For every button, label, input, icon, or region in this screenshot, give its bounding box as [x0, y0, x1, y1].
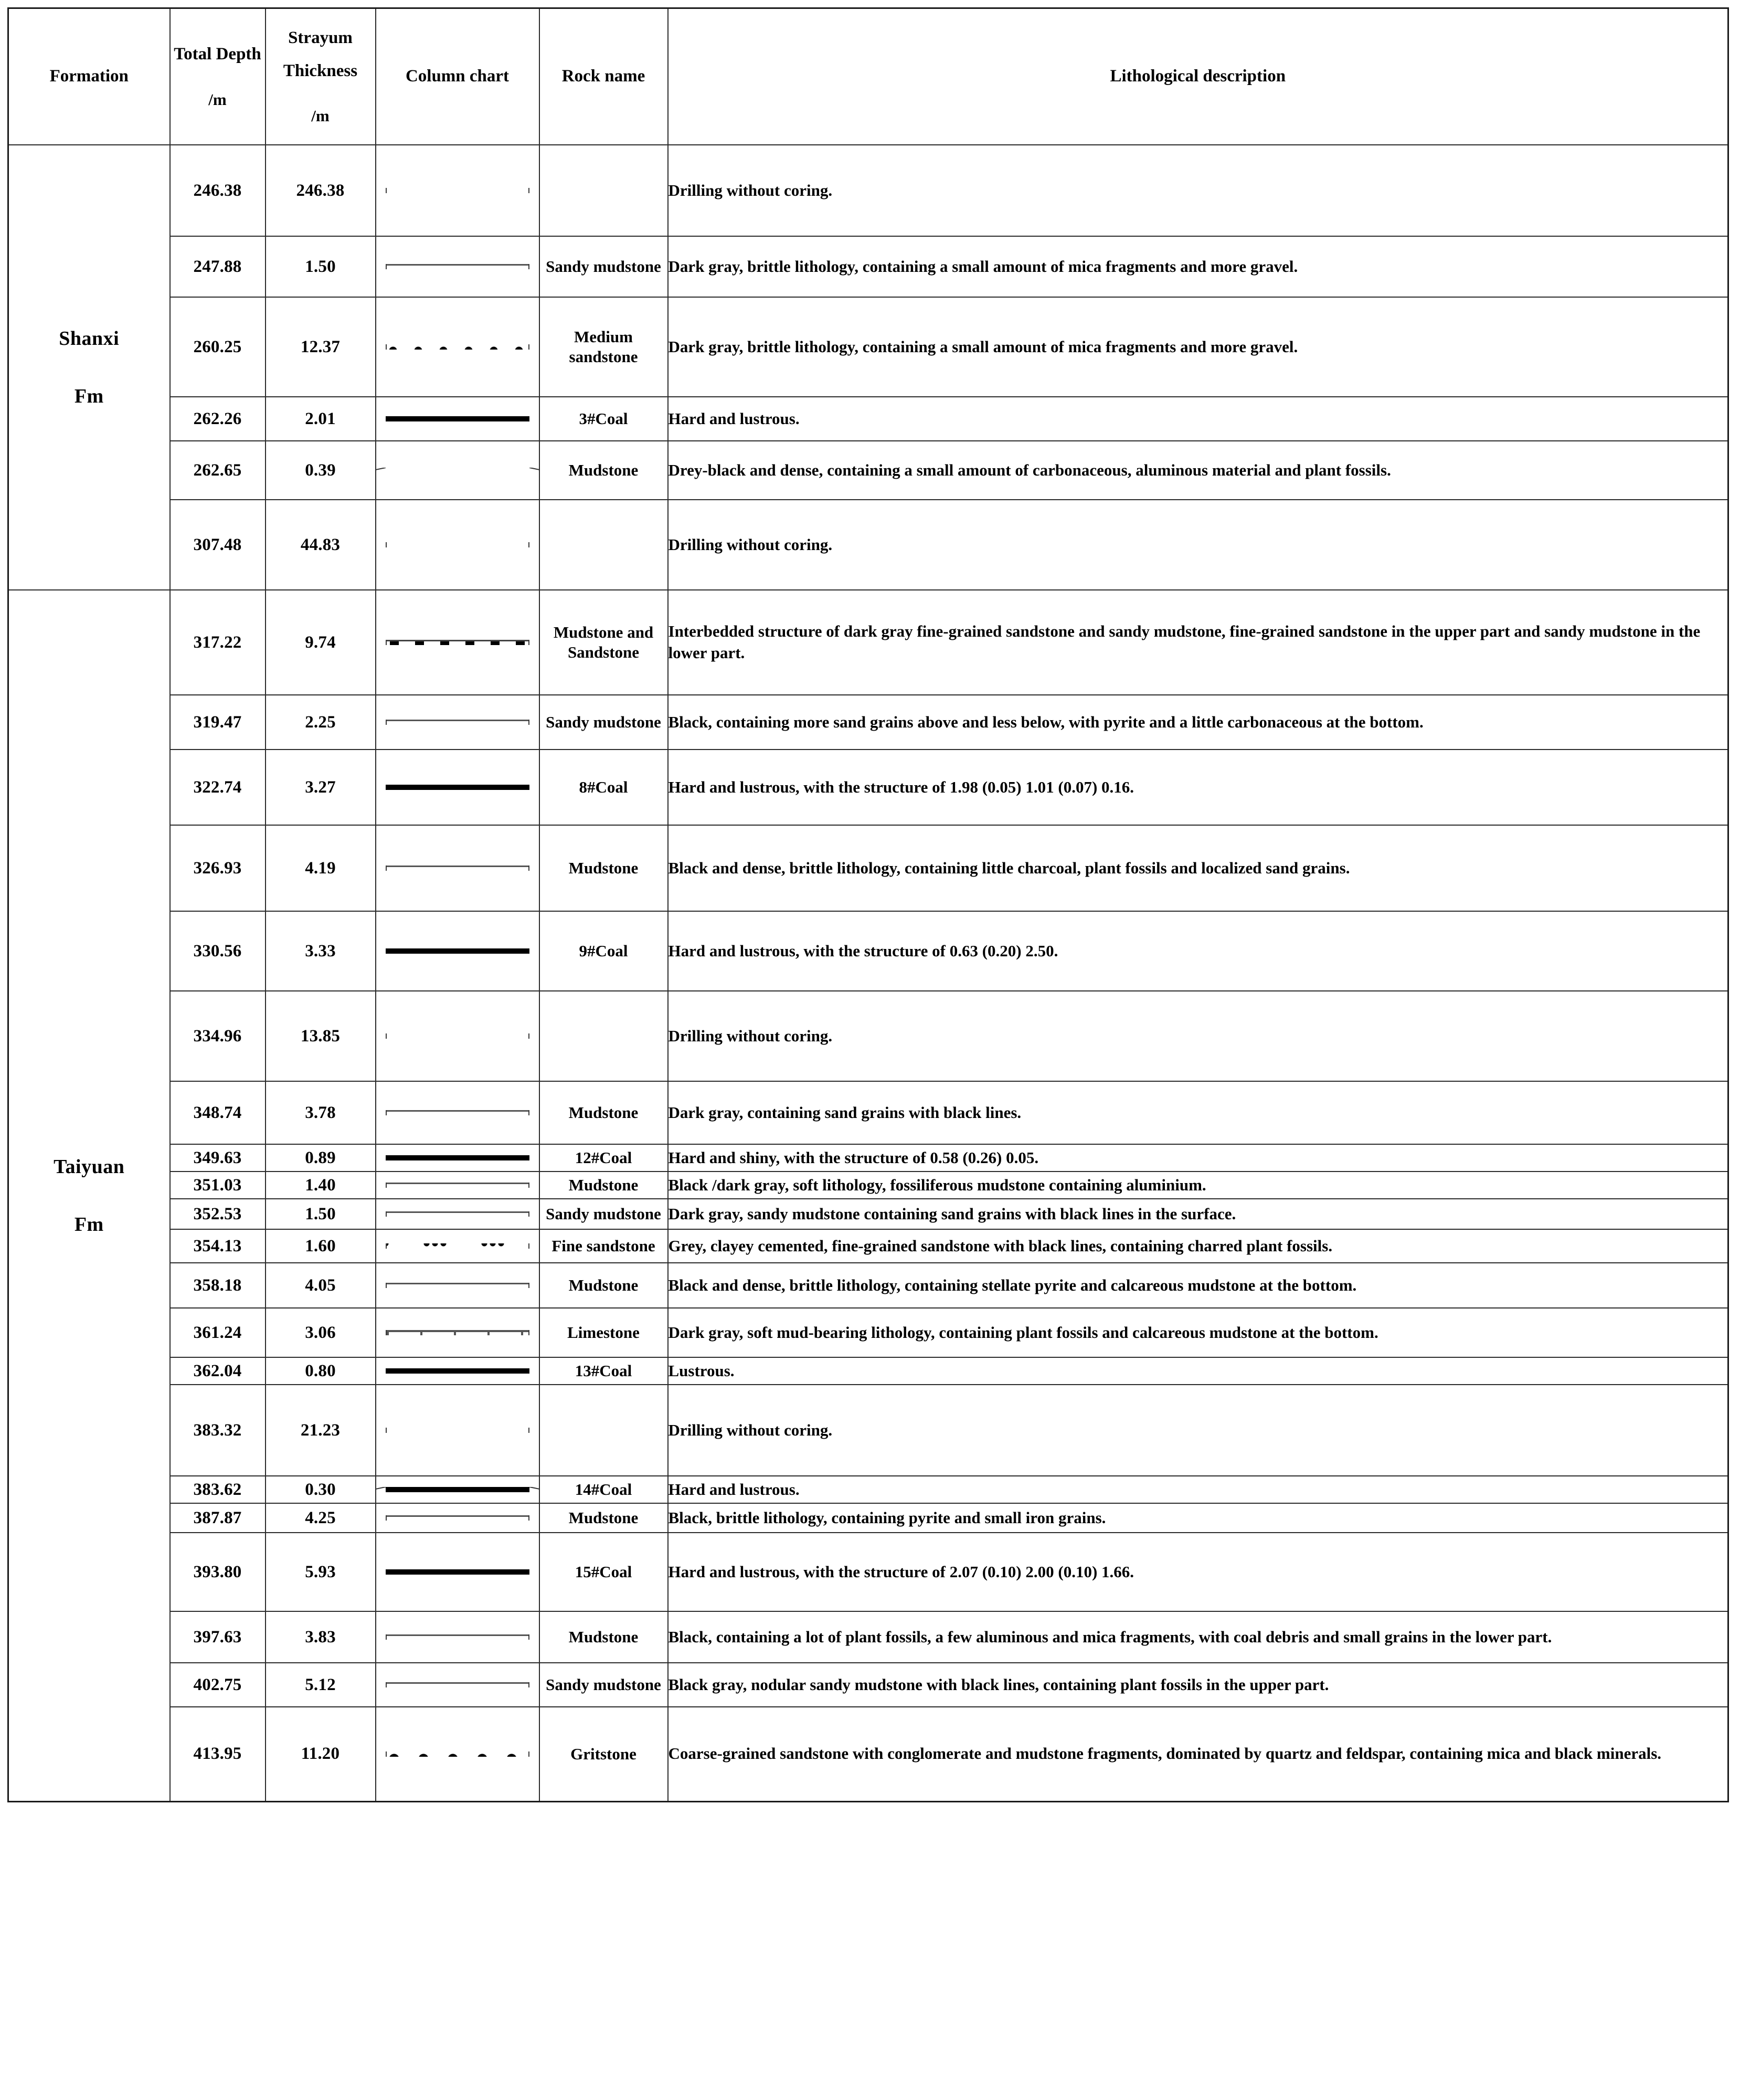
- table-row: [8, 1663, 1728, 1707]
- lithology-pattern-mudstone: [376, 866, 539, 871]
- table-row: [8, 1357, 1728, 1385]
- lithology-pattern-sandy-mudstone: [376, 1682, 539, 1687]
- thickness-cell: 44.83: [266, 500, 376, 590]
- thickness-cell: 3.83: [266, 1611, 376, 1663]
- rock-name-cell: 13#Coal: [539, 1357, 668, 1385]
- thickness-cell: 1.50: [266, 1199, 376, 1229]
- thickness-cell: 1.40: [266, 1172, 376, 1199]
- total-depth-cell: 247.88: [170, 236, 266, 297]
- total-depth-cell: 262.26: [170, 397, 266, 441]
- total-depth-cell: 334.96: [170, 991, 266, 1081]
- thickness-cell: 4.05: [266, 1263, 376, 1308]
- total-depth-cell: 319.47: [170, 695, 266, 750]
- table-row: [8, 1172, 1728, 1199]
- total-depth-cell: 387.87: [170, 1503, 266, 1533]
- rock-name-cell: Sandy mudstone: [539, 1199, 668, 1229]
- thickness-cell: 3.27: [266, 750, 376, 825]
- column-chart-cell: [376, 825, 539, 911]
- thickness-cell: 2.25: [266, 695, 376, 750]
- column-chart-cell: [376, 1308, 539, 1357]
- thickness-cell: 9.74: [266, 590, 376, 695]
- description-cell: Black /dark gray, soft lithology, fossiliferous mudstone containing aluminium.: [668, 1172, 1728, 1199]
- table-row: [8, 397, 1728, 441]
- table-row: [8, 695, 1728, 750]
- total-depth-cell: 358.18: [170, 1263, 266, 1308]
- total-depth-cell: 349.63: [170, 1144, 266, 1172]
- column-chart-cell: [376, 1663, 539, 1707]
- column-chart-cell: [376, 145, 539, 236]
- description-cell: Hard and lustrous, with the structure of 1.98 (0.05) 1.01 (0.07) 0.16.: [668, 750, 1728, 825]
- thickness-cell: 2.01: [266, 397, 376, 441]
- formation-name: Shanxi: [59, 327, 120, 350]
- header-column-chart: Column chart: [376, 8, 539, 145]
- description-cell: Drey-black and dense, containing a small amount of carbonaceous, aluminous material and plant fossils.: [668, 441, 1728, 500]
- column-chart-cell: [376, 991, 539, 1081]
- total-depth-cell: 351.03: [170, 1172, 266, 1199]
- formation-suffix: Fm: [74, 1213, 104, 1236]
- thickness-cell: 21.23: [266, 1385, 376, 1476]
- thickness-cell: 0.30: [266, 1476, 376, 1503]
- column-chart-cell: [376, 1229, 539, 1263]
- formation-suffix: Fm: [74, 385, 104, 407]
- rock-name-cell: Sandy mudstone: [539, 236, 668, 297]
- lithology-pattern-sandy-mudstone: [376, 720, 539, 725]
- description-cell: Black, containing more sand grains above and less below, with pyrite and a little carbonaceous at the bottom.: [668, 695, 1728, 750]
- table-row: [8, 1503, 1728, 1533]
- thickness-cell: 3.78: [266, 1081, 376, 1144]
- description-cell: Hard and shiny, with the structure of 0.58 (0.26) 0.05.: [668, 1144, 1728, 1172]
- pinchout-left-edge: [376, 1487, 386, 1492]
- rock-name-cell: [539, 991, 668, 1081]
- column-chart-cell: [376, 441, 539, 500]
- table-row: [8, 500, 1728, 590]
- lithology-pattern-mudstone: [376, 1634, 539, 1640]
- rock-name-cell: 12#Coal: [539, 1144, 668, 1172]
- total-depth-cell: 330.56: [170, 911, 266, 991]
- lithology-pattern-sandy-mudstone: [376, 264, 539, 269]
- table-row: [8, 1385, 1728, 1476]
- total-depth-cell: 317.22: [170, 590, 266, 695]
- description-cell: Lustrous.: [668, 1357, 1728, 1385]
- lithology-pattern-coal: [376, 1569, 539, 1575]
- rock-name-cell: Sandy mudstone: [539, 1663, 668, 1707]
- lithology-pattern-medium-sandstone: [376, 344, 539, 350]
- total-depth-cell: 383.62: [170, 1476, 266, 1503]
- lithology-pattern-blank: [376, 542, 539, 547]
- total-depth-cell: 402.75: [170, 1663, 266, 1707]
- rock-name-cell: Gritstone: [539, 1707, 668, 1801]
- lithology-pattern-sandy-mudstone: [376, 1211, 539, 1217]
- lithology-pattern-blank: [376, 1033, 539, 1039]
- rock-name-cell: Fine sandstone: [539, 1229, 668, 1263]
- rock-name-cell: 14#Coal: [539, 1476, 668, 1503]
- column-chart-cell: [376, 1081, 539, 1144]
- description-cell: Drilling without coring.: [668, 145, 1728, 236]
- header-rock-name: Rock name: [539, 8, 668, 145]
- total-depth-cell: 354.13: [170, 1229, 266, 1263]
- column-chart-cell: [376, 1144, 539, 1172]
- table-row: [8, 145, 1728, 236]
- rock-name-cell: 15#Coal: [539, 1533, 668, 1611]
- description-cell: Dark gray, brittle lithology, containing a small amount of mica fragments and more gravel.: [668, 236, 1728, 297]
- thickness-cell: 1.60: [266, 1229, 376, 1263]
- description-cell: Drilling without coring.: [668, 991, 1728, 1081]
- description-cell: Drilling without coring.: [668, 1385, 1728, 1476]
- thickness-cell: 5.93: [266, 1533, 376, 1611]
- header-lithological-description: Lithological description: [668, 8, 1728, 145]
- column-chart-cell: [376, 695, 539, 750]
- lithology-pattern-coal: [376, 785, 539, 790]
- column-chart-cell: [376, 1707, 539, 1801]
- description-cell: Black, containing a lot of plant fossils, a few aluminous and mica fragments, with coal debris and small grains in the lower part.: [668, 1611, 1728, 1663]
- column-chart-cell: [376, 1199, 539, 1229]
- table-row: [8, 1081, 1728, 1144]
- rock-name-cell: [539, 145, 668, 236]
- rock-name-cell: Mudstone: [539, 825, 668, 911]
- thickness-cell: 3.06: [266, 1308, 376, 1357]
- column-chart-cell: [376, 1533, 539, 1611]
- description-cell: Hard and lustrous.: [668, 397, 1728, 441]
- header-strayum-thickness-label: Strayum Thickness: [283, 28, 358, 80]
- lithology-pattern-mudstone: [376, 1183, 539, 1188]
- table-row: [8, 236, 1728, 297]
- total-depth-cell: 307.48: [170, 500, 266, 590]
- pinchout-right-edge: [529, 468, 539, 473]
- table-row: [8, 750, 1728, 825]
- description-cell: Black and dense, brittle lithology, containing little charcoal, plant fossils and localized sand grains.: [668, 825, 1728, 911]
- lithology-pattern-fine-sandstone: [376, 1243, 539, 1249]
- lithology-pattern-mudstone: [376, 1283, 539, 1288]
- description-cell: Grey, clayey cemented, fine-grained sandstone with black lines, containing charred plant fossils.: [668, 1229, 1728, 1263]
- rock-name-cell: Limestone: [539, 1308, 668, 1357]
- rock-name-cell: 3#Coal: [539, 397, 668, 441]
- lithology-pattern-limestone: [376, 1330, 539, 1335]
- pinchout-left-edge: [376, 468, 386, 473]
- lithology-pattern-mudstone: [376, 1110, 539, 1115]
- stratigraphic-column-table: [7, 7, 1729, 1802]
- rock-name-cell: Mudstone: [539, 1081, 668, 1144]
- table-row: [8, 1611, 1728, 1663]
- table-row: [8, 297, 1728, 397]
- lithology-pattern-gritstone: [376, 1751, 539, 1757]
- description-cell: Coarse-grained sandstone with conglomerate and mudstone fragments, dominated by quartz and feldspar, containing mica and black minerals.: [668, 1707, 1728, 1801]
- total-depth-cell: 397.63: [170, 1611, 266, 1663]
- lithology-pattern-coal-pinchout: [376, 1487, 539, 1492]
- thickness-cell: 0.39: [266, 441, 376, 500]
- table-row: [8, 991, 1728, 1081]
- column-chart-cell: [376, 1476, 539, 1503]
- column-chart-cell: [376, 911, 539, 991]
- column-chart-cell: [376, 1385, 539, 1476]
- thickness-cell: 1.50: [266, 236, 376, 297]
- thickness-cell: 13.85: [266, 991, 376, 1081]
- thickness-cell: 4.25: [266, 1503, 376, 1533]
- thickness-cell: 5.12: [266, 1663, 376, 1707]
- lithology-pattern-coal: [376, 948, 539, 954]
- column-chart-cell: [376, 1263, 539, 1308]
- total-depth-cell: 322.74: [170, 750, 266, 825]
- column-chart-cell: [376, 397, 539, 441]
- lithology-pattern-blank: [376, 188, 539, 193]
- column-chart-cell: [376, 750, 539, 825]
- table-row: [8, 1308, 1728, 1357]
- table-row: [8, 1229, 1728, 1263]
- description-cell: Black, brittle lithology, containing pyrite and small iron grains.: [668, 1503, 1728, 1533]
- column-chart-cell: [376, 1503, 539, 1533]
- thickness-cell: 3.33: [266, 911, 376, 991]
- column-chart-cell: [376, 590, 539, 695]
- rock-name-cell: Medium sandstone: [539, 297, 668, 397]
- thickness-cell: 0.80: [266, 1357, 376, 1385]
- lithology-pattern-blank: [376, 1428, 539, 1433]
- lithology-pattern-pinchout: [376, 468, 539, 473]
- table-row: [8, 911, 1728, 991]
- description-cell: Dark gray, brittle lithology, containing a small amount of mica fragments and more gravel.: [668, 297, 1728, 397]
- rock-name-cell: Mudstone: [539, 1263, 668, 1308]
- table-body: [8, 145, 1728, 1801]
- thickness-cell: 11.20: [266, 1707, 376, 1801]
- header-row: [8, 8, 1728, 145]
- pinchout-right-edge: [529, 1487, 539, 1492]
- total-depth-cell: 352.53: [170, 1199, 266, 1229]
- formation-cell: [8, 145, 170, 590]
- total-depth-cell: 246.38: [170, 145, 266, 236]
- table-header: [8, 8, 1728, 145]
- rock-name-cell: Mudstone: [539, 1172, 668, 1199]
- header-total-depth: [170, 8, 266, 145]
- table-row: [8, 590, 1728, 695]
- rock-name-cell: [539, 1385, 668, 1476]
- lithology-pattern-coal: [376, 1155, 539, 1160]
- table-row: [8, 1476, 1728, 1503]
- total-depth-cell: 262.65: [170, 441, 266, 500]
- table-row: [8, 825, 1728, 911]
- description-cell: Hard and lustrous, with the structure of 2.07 (0.10) 2.00 (0.10) 1.66.: [668, 1533, 1728, 1611]
- formation-cell: [8, 590, 170, 1801]
- rock-name-cell: [539, 500, 668, 590]
- lithology-pattern-coal: [376, 416, 539, 421]
- description-cell: Dark gray, sandy mudstone containing sand grains with black lines in the surface.: [668, 1199, 1728, 1229]
- table-row: [8, 1263, 1728, 1308]
- total-depth-cell: 383.32: [170, 1385, 266, 1476]
- lithology-pattern-coal: [376, 1368, 539, 1374]
- total-depth-cell: 260.25: [170, 297, 266, 397]
- thickness-cell: 12.37: [266, 297, 376, 397]
- thickness-cell: 4.19: [266, 825, 376, 911]
- header-total-depth-label: Total Depth: [174, 45, 261, 64]
- thickness-cell: 246.38: [266, 145, 376, 236]
- formation-name: Taiyuan: [54, 1155, 125, 1178]
- description-cell: Black gray, nodular sandy mudstone with black lines, containing plant fossils in the upper part.: [668, 1663, 1728, 1707]
- table-row: [8, 441, 1728, 500]
- column-chart-cell: [376, 297, 539, 397]
- total-depth-cell: 362.04: [170, 1357, 266, 1385]
- lithology-pattern-mudstone: [376, 1515, 539, 1521]
- rock-name-cell: Mudstone and Sandstone: [539, 590, 668, 695]
- description-cell: Hard and lustrous, with the structure of 0.63 (0.20) 2.50.: [668, 911, 1728, 991]
- lithology-pattern-interbedded-mudstone-sandstone: [376, 640, 539, 645]
- column-chart-cell: [376, 236, 539, 297]
- description-cell: Interbedded structure of dark gray fine-grained sandstone and sandy mudstone, fine-grained sandstone in the upper part and sandy mudstone in the lower part.: [668, 590, 1728, 695]
- description-cell: Dark gray, containing sand grains with black lines.: [668, 1081, 1728, 1144]
- rock-name-cell: 8#Coal: [539, 750, 668, 825]
- total-depth-cell: 361.24: [170, 1308, 266, 1357]
- rock-name-cell: Sandy mudstone: [539, 695, 668, 750]
- table-row: [8, 1707, 1728, 1801]
- table-row: [8, 1144, 1728, 1172]
- header-formation: Formation: [8, 8, 170, 145]
- description-cell: Hard and lustrous.: [668, 1476, 1728, 1503]
- header-strayum-thickness-unit: /m: [311, 107, 330, 125]
- rock-name-cell: Mudstone: [539, 1503, 668, 1533]
- header-total-depth-unit: /m: [208, 90, 227, 109]
- column-chart-cell: [376, 1357, 539, 1385]
- description-cell: Black and dense, brittle lithology, containing stellate pyrite and calcareous mudstone at the bottom.: [668, 1263, 1728, 1308]
- total-depth-cell: 413.95: [170, 1707, 266, 1801]
- description-cell: Drilling without coring.: [668, 500, 1728, 590]
- total-depth-cell: 348.74: [170, 1081, 266, 1144]
- column-chart-cell: [376, 1172, 539, 1199]
- thickness-cell: 0.89: [266, 1144, 376, 1172]
- rock-name-cell: Mudstone: [539, 1611, 668, 1663]
- rock-name-cell: Mudstone: [539, 441, 668, 500]
- header-strayum-thickness: [266, 8, 376, 145]
- description-cell: Dark gray, soft mud-bearing lithology, containing plant fossils and calcareous mudstone at the bottom.: [668, 1308, 1728, 1357]
- total-depth-cell: 326.93: [170, 825, 266, 911]
- table-row: [8, 1199, 1728, 1229]
- table-row: [8, 1533, 1728, 1611]
- column-chart-cell: [376, 500, 539, 590]
- total-depth-cell: 393.80: [170, 1533, 266, 1611]
- rock-name-cell: 9#Coal: [539, 911, 668, 991]
- column-chart-cell: [376, 1611, 539, 1663]
